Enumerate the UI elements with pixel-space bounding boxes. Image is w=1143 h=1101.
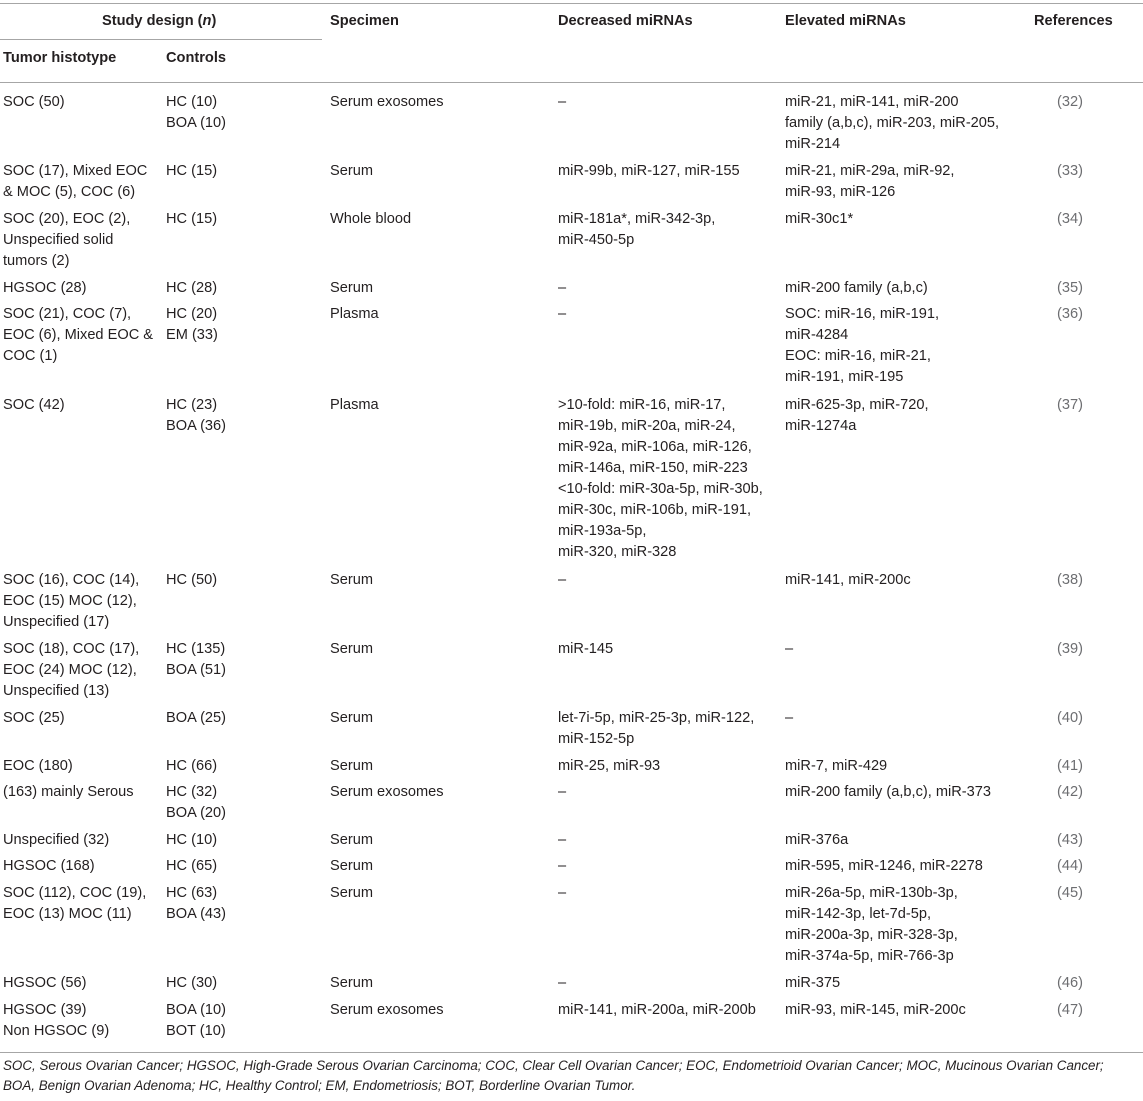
cell-reference[interactable]: (39) xyxy=(1057,641,1083,657)
cell-line: SOC: miR-16, miR-191, xyxy=(785,306,940,322)
cell-controls xyxy=(166,708,316,729)
cell-line: (163) mainly Serous xyxy=(3,784,134,800)
cell-line: SOC (50) xyxy=(3,94,65,110)
cell-line: Serum exosomes xyxy=(330,784,444,800)
cell-line: SOC (20), EOC (2), xyxy=(3,211,131,227)
cell-decreased-mirnas xyxy=(558,639,780,660)
cell-line: HC (135) xyxy=(166,641,226,657)
cell-line: HC (30) xyxy=(166,975,218,991)
cell-tumor-histotype xyxy=(3,570,161,633)
cell-decreased-mirnas xyxy=(558,856,780,877)
cell-line: – xyxy=(558,858,567,874)
table-bottom-rule xyxy=(0,1052,1143,1053)
cell-reference[interactable]: (36) xyxy=(1057,306,1083,322)
cell-elevated-mirnas xyxy=(785,570,985,591)
cell-specimen xyxy=(330,395,550,416)
cell-reference[interactable]: (35) xyxy=(1057,280,1083,296)
cell-line: SOC (21), COC (7), xyxy=(3,306,132,322)
cell-line: EOC (180) xyxy=(3,758,73,774)
cell-specimen xyxy=(330,883,550,904)
cell-line: miR-93, miR-145, miR-200c xyxy=(785,1002,966,1018)
cell-tumor-histotype xyxy=(3,708,161,729)
cell-line: Unspecified (32) xyxy=(3,832,110,848)
cell-line: HGSOC (39) xyxy=(3,1002,87,1018)
cell-elevated-mirnas xyxy=(785,782,991,803)
cell-controls xyxy=(166,209,316,230)
cell-line: – xyxy=(785,710,794,726)
cell-controls xyxy=(166,830,316,851)
cell-line: miR-1274a xyxy=(785,418,857,434)
cell-line: miR-146a, miR-150, miR-223 xyxy=(558,460,748,476)
cell-line: EOC: miR-16, miR-21, xyxy=(785,348,931,364)
cell-reference[interactable]: (40) xyxy=(1057,710,1083,726)
cell-elevated-mirnas xyxy=(785,639,985,660)
table-top-rule xyxy=(0,3,1143,4)
cell-specimen xyxy=(330,304,550,325)
cell-line: miR-21, miR-141, miR-200 xyxy=(785,94,959,110)
cell-line: HC (28) xyxy=(166,280,218,296)
cell-line: – xyxy=(558,885,567,901)
cell-line: miR-181a*, miR-342-3p, xyxy=(558,211,716,227)
cell-specimen xyxy=(330,708,550,729)
cell-line: family (a,b,c), miR-203, miR-205, xyxy=(785,115,1000,131)
cell-line: EOC (6), Mixed EOC & xyxy=(3,327,154,343)
cell-line: HGSOC (56) xyxy=(3,975,87,991)
cell-controls xyxy=(166,570,316,591)
cell-line: SOC (112), COC (19), xyxy=(3,885,147,901)
cell-line: miR-141, miR-200a, miR-200b xyxy=(558,1002,756,1018)
cell-line: HGSOC (28) xyxy=(3,280,87,296)
cell-line: HC (10) xyxy=(166,832,218,848)
cell-specimen xyxy=(330,570,550,591)
cell-line: – xyxy=(558,94,567,110)
cell-reference[interactable]: (38) xyxy=(1057,572,1083,588)
header-bottom-rule xyxy=(0,82,1143,83)
cell-controls xyxy=(166,756,316,777)
cell-line: miR-30c1* xyxy=(785,211,854,227)
cell-line: let-7i-5p, miR-25-3p, miR-122, xyxy=(558,710,755,726)
cell-line: – xyxy=(558,306,567,322)
header-elevated-mirnas: Elevated miRNAs xyxy=(785,13,906,29)
cell-line: miR-30c, miR-106b, miR-191, xyxy=(558,502,752,518)
cell-line: EOC (13) MOC (11) xyxy=(3,906,132,922)
cell-line: SOC (42) xyxy=(3,397,65,413)
cell-elevated-mirnas xyxy=(785,92,1000,155)
cell-tumor-histotype xyxy=(3,92,161,113)
cell-line: – xyxy=(558,280,567,296)
cell-decreased-mirnas xyxy=(558,278,780,299)
cell-reference[interactable]: (43) xyxy=(1057,832,1083,848)
cell-line: HC (23) xyxy=(166,397,218,413)
cell-line: Serum exosomes xyxy=(330,94,444,110)
cell-tumor-histotype xyxy=(3,209,161,272)
cell-line: miR-376a xyxy=(785,832,849,848)
cell-line: miR-25, miR-93 xyxy=(558,758,661,774)
cell-line: Unspecified (13) xyxy=(3,683,110,699)
cell-line: Serum xyxy=(330,758,373,774)
header-study-design-text: Study design ( xyxy=(102,13,203,29)
cell-line: miR-93, miR-126 xyxy=(785,184,896,200)
cell-line: SOC (18), COC (17), xyxy=(3,641,140,657)
cell-line: miR-92a, miR-106a, miR-126, xyxy=(558,439,752,455)
cell-tumor-histotype xyxy=(3,756,161,777)
header-decreased-mirnas: Decreased miRNAs xyxy=(558,13,693,29)
cell-specimen xyxy=(330,639,550,660)
cell-controls xyxy=(166,92,316,134)
cell-tumor-histotype xyxy=(3,883,161,925)
cell-line: miR-595, miR-1246, miR-2278 xyxy=(785,858,983,874)
cell-specimen xyxy=(330,1000,550,1021)
cell-reference[interactable]: (47) xyxy=(1057,1002,1083,1018)
cell-line: HGSOC (168) xyxy=(3,858,95,874)
cell-tumor-histotype xyxy=(3,304,161,367)
cell-decreased-mirnas xyxy=(558,782,780,803)
cell-line: miR-625-3p, miR-720, xyxy=(785,397,929,413)
cell-decreased-mirnas xyxy=(558,830,780,851)
cell-decreased-mirnas xyxy=(558,92,780,113)
cell-specimen xyxy=(330,209,550,230)
cell-line: miR-320, miR-328 xyxy=(558,544,677,560)
cell-line: BOA (51) xyxy=(166,662,227,678)
cell-line: HC (65) xyxy=(166,858,218,874)
cell-reference[interactable]: (34) xyxy=(1057,211,1083,227)
cell-elevated-mirnas xyxy=(785,161,985,203)
header-study-design-n: n xyxy=(202,13,212,29)
cell-elevated-mirnas xyxy=(785,278,985,299)
cell-tumor-histotype xyxy=(3,161,161,203)
cell-line: BOA (10) xyxy=(166,115,227,131)
cell-decreased-mirnas xyxy=(558,756,780,777)
cell-line: miR-200 family (a,b,c) xyxy=(785,280,928,296)
cell-tumor-histotype xyxy=(3,782,161,803)
cell-decreased-mirnas xyxy=(558,973,780,994)
cell-line: HC (20) xyxy=(166,306,218,322)
study-design-underline xyxy=(0,39,322,40)
cell-decreased-mirnas xyxy=(558,708,780,750)
cell-line: SOC (16), COC (14), xyxy=(3,572,140,588)
cell-elevated-mirnas xyxy=(785,395,985,437)
header-references: References xyxy=(1034,13,1113,29)
cell-reference[interactable]: (45) xyxy=(1057,885,1083,901)
cell-line: Serum xyxy=(330,885,373,901)
cell-line: <10-fold: miR-30a-5p, miR-30b, xyxy=(558,481,763,497)
cell-line: EOC (15) MOC (12), xyxy=(3,593,137,609)
cell-line: BOA (25) xyxy=(166,710,227,726)
cell-line: miR-152-5p xyxy=(558,731,635,747)
cell-controls xyxy=(166,856,316,877)
cell-reference[interactable]: (44) xyxy=(1057,858,1083,874)
cell-line: miR-374a-5p, miR-766-3p xyxy=(785,948,954,964)
cell-line: miR-19b, miR-20a, miR-24, xyxy=(558,418,736,434)
cell-specimen xyxy=(330,756,550,777)
cell-controls xyxy=(166,973,316,994)
cell-tumor-histotype xyxy=(3,973,161,994)
cell-line: Serum xyxy=(330,975,373,991)
header-specimen: Specimen xyxy=(330,13,399,29)
cell-line: SOC (17), Mixed EOC xyxy=(3,163,148,179)
cell-line: miR-214 xyxy=(785,136,841,152)
cell-line: Serum xyxy=(330,572,373,588)
cell-line: & MOC (5), COC (6) xyxy=(3,184,136,200)
cell-specimen xyxy=(330,92,550,113)
header-tumor-histotype: Tumor histotype xyxy=(3,50,117,66)
cell-line: miR-191, miR-195 xyxy=(785,369,904,385)
cell-line: miR-99b, miR-127, miR-155 xyxy=(558,163,740,179)
cell-line: Whole blood xyxy=(330,211,412,227)
cell-specimen xyxy=(330,973,550,994)
cell-line: – xyxy=(558,572,567,588)
cell-line: HC (63) xyxy=(166,885,218,901)
cell-line: HC (10) xyxy=(166,94,218,110)
cell-line: miR-200 family (a,b,c), miR-373 xyxy=(785,784,991,800)
cell-line: Serum xyxy=(330,858,373,874)
cell-reference[interactable]: (33) xyxy=(1057,163,1083,179)
cell-line: Plasma xyxy=(330,306,379,322)
cell-line: Serum xyxy=(330,163,373,179)
cell-tumor-histotype xyxy=(3,830,161,851)
cell-line: miR-21, miR-29a, miR-92, xyxy=(785,163,955,179)
cell-elevated-mirnas xyxy=(785,756,985,777)
cell-elevated-mirnas xyxy=(785,1000,985,1021)
cell-tumor-histotype xyxy=(3,395,161,416)
cell-line: miR-7, miR-429 xyxy=(785,758,888,774)
cell-tumor-histotype xyxy=(3,856,161,877)
cell-elevated-mirnas xyxy=(785,883,985,967)
cell-line: Serum xyxy=(330,641,373,657)
header-study-design-close: ) xyxy=(211,13,217,29)
cell-line: COC (1) xyxy=(3,348,58,364)
cell-line: Non HGSOC (9) xyxy=(3,1023,110,1039)
cell-line: BOT (10) xyxy=(166,1023,226,1039)
cell-line: – xyxy=(558,832,567,848)
cell-line: EOC (24) MOC (12), xyxy=(3,662,137,678)
cell-tumor-histotype xyxy=(3,1000,161,1042)
footnote-line: BOA, Benign Ovarian Adenoma; HC, Healthy Control; EM, Endometriosis; BOT, Borderline Ovarian Tumor. xyxy=(3,1078,636,1093)
cell-reference[interactable]: (32) xyxy=(1057,94,1083,110)
cell-controls xyxy=(166,161,316,182)
cell-controls xyxy=(166,278,316,299)
cell-controls xyxy=(166,639,316,681)
cell-reference[interactable]: (41) xyxy=(1057,758,1083,774)
cell-line: Unspecified solid xyxy=(3,232,114,248)
cell-line: HC (15) xyxy=(166,163,218,179)
cell-line: – xyxy=(558,975,567,991)
cell-decreased-mirnas xyxy=(558,883,780,904)
cell-line: Unspecified (17) xyxy=(3,614,110,630)
cell-elevated-mirnas xyxy=(785,209,985,230)
header-study-design xyxy=(102,11,216,32)
cell-decreased-mirnas xyxy=(558,395,780,563)
cell-line: BOA (20) xyxy=(166,805,227,821)
cell-line: BOA (10) xyxy=(166,1002,227,1018)
cell-reference[interactable]: (42) xyxy=(1057,784,1083,800)
cell-decreased-mirnas xyxy=(558,161,780,182)
cell-line: SOC (25) xyxy=(3,710,65,726)
cell-specimen xyxy=(330,161,550,182)
cell-line: Serum xyxy=(330,832,373,848)
cell-decreased-mirnas xyxy=(558,1000,780,1021)
cell-line: Serum exosomes xyxy=(330,1002,444,1018)
cell-specimen xyxy=(330,278,550,299)
cell-line: – xyxy=(785,641,794,657)
cell-line: Serum xyxy=(330,280,373,296)
cell-line: HC (50) xyxy=(166,572,218,588)
cell-elevated-mirnas xyxy=(785,973,985,994)
cell-line: Serum xyxy=(330,710,373,726)
header-controls: Controls xyxy=(166,50,226,66)
cell-line: BOA (36) xyxy=(166,418,227,434)
cell-line: miR-193a-5p, xyxy=(558,523,647,539)
cell-line: miR-145 xyxy=(558,641,614,657)
cell-specimen xyxy=(330,782,550,803)
cell-tumor-histotype xyxy=(3,639,161,702)
cell-line: >10-fold: miR-16, miR-17, xyxy=(558,397,726,413)
cell-decreased-mirnas xyxy=(558,209,780,251)
cell-decreased-mirnas xyxy=(558,570,780,591)
cell-line: HC (15) xyxy=(166,211,218,227)
cell-line: EM (33) xyxy=(166,327,218,343)
cell-line: miR-26a-5p, miR-130b-3p, xyxy=(785,885,958,901)
footnote-line: SOC, Serous Ovarian Cancer; HGSOC, High-Grade Serous Ovarian Carcinoma; COC, Clear Cell Ovarian Cancer; EOC, Endometrioid Ovarian Cancer; MOC, Mucinous Ovarian Cancer; xyxy=(3,1058,1104,1073)
cell-elevated-mirnas xyxy=(785,708,985,729)
cell-controls xyxy=(166,782,316,824)
cell-line: HC (66) xyxy=(166,758,218,774)
cell-line: tumors (2) xyxy=(3,253,70,269)
cell-controls xyxy=(166,304,316,346)
cell-elevated-mirnas xyxy=(785,856,985,877)
cell-reference[interactable]: (37) xyxy=(1057,397,1083,413)
cell-specimen xyxy=(330,830,550,851)
cell-decreased-mirnas xyxy=(558,304,780,325)
cell-controls xyxy=(166,1000,316,1042)
cell-line: miR-450-5p xyxy=(558,232,635,248)
cell-line: miR-142-3p, let-7d-5p, xyxy=(785,906,932,922)
cell-controls xyxy=(166,395,316,437)
cell-elevated-mirnas xyxy=(785,830,985,851)
cell-line: miR-200a-3p, miR-328-3p, xyxy=(785,927,958,943)
cell-specimen xyxy=(330,856,550,877)
cell-line: miR-375 xyxy=(785,975,841,991)
cell-line: – xyxy=(558,784,567,800)
cell-line: BOA (43) xyxy=(166,906,227,922)
cell-tumor-histotype xyxy=(3,278,161,299)
cell-elevated-mirnas xyxy=(785,304,985,388)
cell-line: miR-141, miR-200c xyxy=(785,572,911,588)
cell-reference[interactable]: (46) xyxy=(1057,975,1083,991)
cell-line: miR-4284 xyxy=(785,327,849,343)
table-footnote xyxy=(3,1056,1138,1096)
cell-line: Plasma xyxy=(330,397,379,413)
cell-controls xyxy=(166,883,316,925)
cell-line: HC (32) xyxy=(166,784,218,800)
